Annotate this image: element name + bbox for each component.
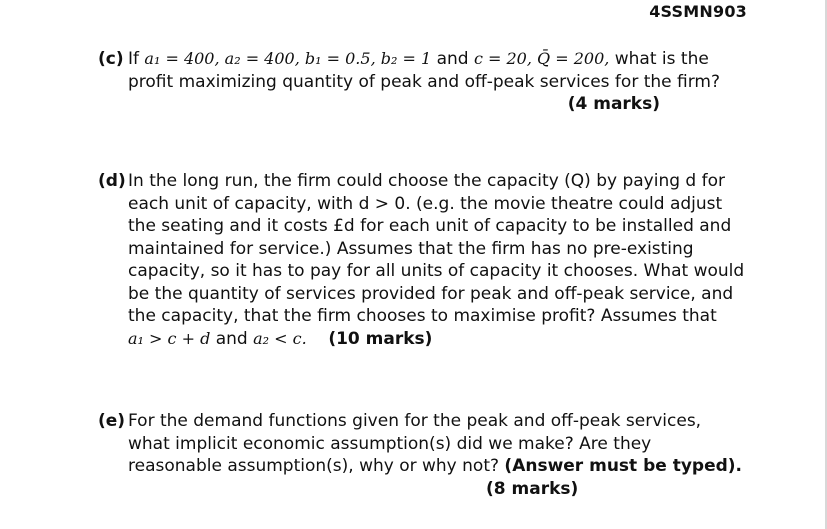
- question-d-line-3: the seating and it costs £d for each unit of capacity to be installed and: [128, 216, 732, 236]
- question-e: [98, 410, 748, 500]
- question-d-line-6: be the quantity of services provided for peak and off-peak service, and: [128, 283, 734, 304]
- question-d-line-2: each unit of capacity, with d > 0. (e.g. the movie theatre could adjust: [128, 193, 723, 214]
- question-e-line-1: [98, 410, 748, 433]
- question-d-condition-1: a₁ > c + d: [128, 328, 211, 348]
- question-e-marks: (8 marks): [486, 478, 579, 499]
- question-c-marks: (4 marks): [567, 94, 660, 114]
- question-d-condition-2: a₂ < c.: [253, 328, 307, 348]
- question-e-text-1: For the demand functions given for the peak and off-peak services,: [128, 411, 702, 431]
- question-d: [98, 170, 748, 350]
- question-d-text-and: and: [215, 328, 248, 349]
- question-d-line-1: [98, 170, 748, 193]
- question-d-line-8: [98, 328, 748, 351]
- question-c-label: (c): [98, 49, 124, 69]
- question-c-text-what: what is the: [614, 49, 709, 69]
- question-d-marks: (10 marks): [328, 328, 433, 349]
- question-c-text-and: and: [436, 49, 469, 69]
- question-d-line-4: maintained for service.) Assumes that the firm has no pre-existing: [128, 238, 694, 259]
- question-c-parameters: a₁ = 400, a₂ = 400, b₁ = 0.5, b₂ = 1: [144, 49, 432, 68]
- question-e-label: (e): [98, 411, 126, 431]
- question-e-line-3: [98, 455, 748, 478]
- question-e-instruction: (Answer must be typed).: [504, 456, 743, 476]
- question-d-text-1: In the long run, the firm could choose the capacity (Q) by paying d for: [128, 171, 725, 191]
- question-e-text-3: reasonable assumption(s), why or why not?: [128, 456, 500, 476]
- question-c-line-2: profit maximizing quantity of peak and off-peak services for the firm?: [128, 71, 720, 92]
- question-c: [98, 48, 748, 116]
- document-code: 4SSMN903: [649, 2, 747, 21]
- question-c-line-1: [98, 48, 748, 71]
- question-c-capacity-params: c = 20, Q̄ = 200,: [473, 49, 610, 68]
- question-c-text-if: If: [128, 49, 139, 69]
- question-d-line-5: capacity, so it has to pay for all units of capacity it chooses. What would: [128, 261, 745, 281]
- question-d-line-7: the capacity, that the firm chooses to maximise profit? Assumes that: [128, 306, 717, 326]
- question-e-line-2: what implicit economic assumption(s) did we make? Are they: [128, 433, 652, 454]
- question-d-label: (d): [98, 171, 126, 191]
